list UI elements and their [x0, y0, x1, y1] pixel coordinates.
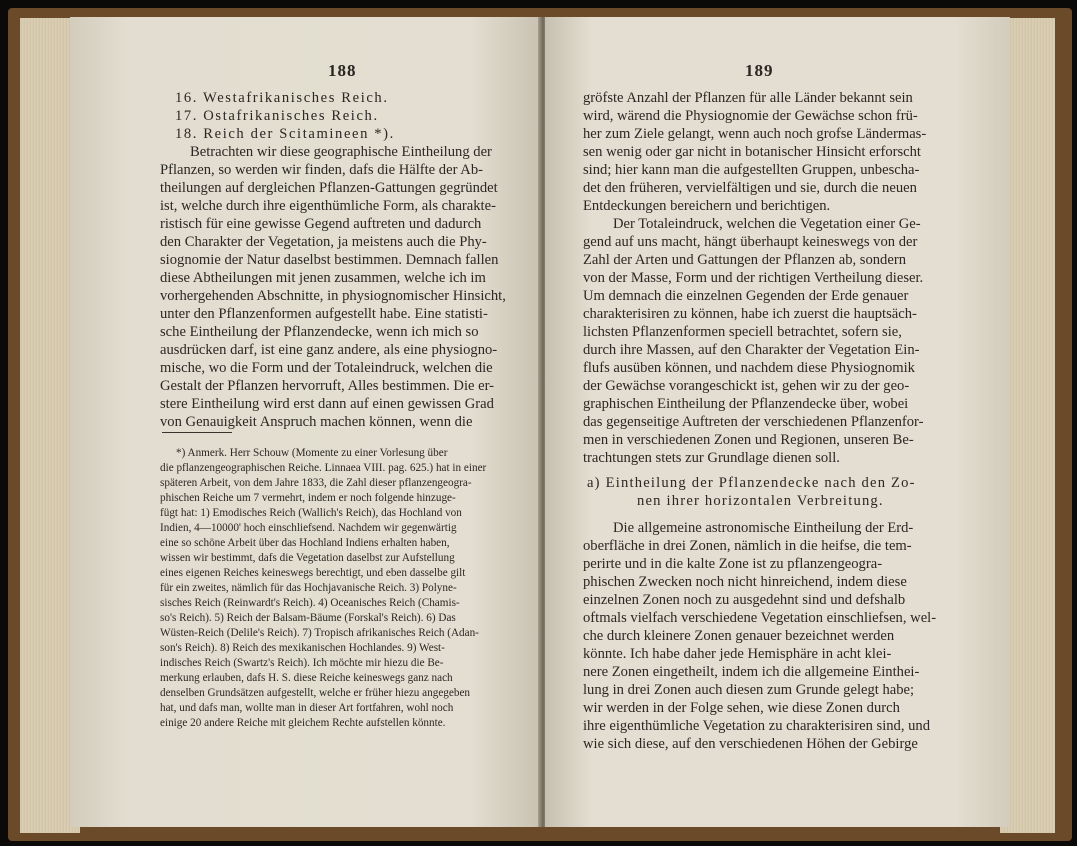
body-line: nere Zonen eingetheilt, indem ich die allgemeine Einthei- — [583, 664, 920, 680]
body-line: ihre eigenthümliche Vegetation zu charakterisiren sind, und — [583, 718, 931, 734]
footnote-line: *) Anmerk. Herr Schouw (Momente zu einer Vorlesung über — [176, 447, 448, 459]
body-line: phischen Zwecken noch nicht hinreichend, indem diese — [583, 574, 907, 590]
body-line: sche Eintheilung der Pflanzendecke, wenn ich mich so — [160, 324, 479, 340]
footnote-line: Wüsten-Reich (Delile's Reich). 7) Tropisch afrikanisches Reich (Adan- — [160, 627, 479, 639]
left-page — [70, 17, 540, 827]
body-line: Zahl der Arten und Gattungen der Pflanzen ab, sondern — [583, 252, 906, 268]
body-line: men in verschiedenen Zonen und Regionen, unseren Be- — [583, 432, 914, 448]
body-line: charakterisiren zu können, habe ich zuerst die hauptsäch- — [583, 306, 917, 322]
body-line: Um demnach die einzelnen Gegenden der Erde genauer — [583, 288, 909, 304]
body-line: durch ihre Massen, auf den Charakter der Vegetation Ein- — [583, 342, 920, 358]
footnote-line: für ein zweites, nämlich für das Hochjavanische Reich. 3) Polyne- — [160, 582, 457, 594]
body-line: siognomie der Natur daselbst bestimmen. Demnach fallen — [160, 252, 499, 268]
footnote-line: sisches Reich (Reinwardt's Reich). 4) Oceanisches Reich (Chamis- — [160, 597, 460, 609]
footnote-line: fügt hat: 1) Emodisches Reich (Wallich's Reich), das Hochland von — [160, 507, 462, 519]
body-line: Die allgemeine astronomische Eintheilung der Erd- — [613, 520, 914, 536]
footnote-line: die pflanzengeographischen Reiche. Linnaea VIII. pag. 625.) hat in einer — [160, 462, 487, 474]
footnote-line: Indien, 4—10000' hoch einschliefsend. Nachdem wir gegenwärtig — [160, 522, 457, 534]
body-line: Der Totaleindruck, welchen die Vegetation einer Ge- — [613, 216, 921, 232]
body-line: Pflanzen, so werden wir finden, dafs die Hälfte der Ab- — [160, 162, 483, 178]
list-item-18: 18. Reich der Scitamineen *). — [175, 126, 395, 142]
body-line: sen wenig oder gar nicht in botanischer Hinsicht erforscht — [583, 144, 921, 160]
footnote-line: einige 20 andere Reiche mit gleichem Rechte aufstellen könnte. — [160, 717, 446, 729]
footnote-line: eines eigenen Reiches keineswegs berechtigt, und eben dasselbe gilt — [160, 567, 466, 579]
body-line: ausdrücken darf, ist eine ganz andere, als eine physiogno- — [160, 342, 498, 358]
footnote-line: son's Reich). 8) Reich des mexikanischen Hochlandes. 9) West- — [160, 642, 445, 654]
body-line: Entdeckungen bereichern und berichtigen. — [583, 198, 831, 214]
body-line: Betrachten wir diese geographische Eintheilung der — [190, 144, 492, 160]
body-line: unter den Pflanzenformen aufgestellt habe. Eine statisti- — [160, 306, 488, 322]
body-line: her zum Ziele gelangt, wenn auch noch grofse Ländermas- — [583, 126, 927, 142]
body-line: sind; hier kann man die aufgestellten Gruppen, unbescha- — [583, 162, 920, 178]
body-line: Gestalt der Pflanzen hervorruft, Alles bestimmen. Die er- — [160, 378, 495, 394]
body-line: vorhergehenden Abschnitte, in physiognomischer Hinsicht, — [160, 288, 506, 304]
body-line: das gegenseitige Auftreten der verschiedenen Pflanzenfor- — [583, 414, 924, 430]
body-line: trachtungen stets zur Grundlage dienen soll. — [583, 450, 840, 466]
list-item-16: 16. Westafrikanisches Reich. — [175, 90, 389, 106]
body-line: theilungen auf dergleichen Pflanzen-Gattungen gegründet — [160, 180, 498, 196]
section-heading: a) Eintheilung der Pflanzendecke nach den Zo- — [587, 475, 916, 491]
footnote-line: so's Reich). 5) Reich der Balsam-Bäume (Forskal's Reich). 6) Das — [160, 612, 456, 624]
footnote-line: hat, und dafs man, wollte man in dieser Art fortfahren, wohl noch — [160, 702, 454, 714]
body-line: gröfste Anzahl der Pflanzen für alle Länder bekannt sein — [583, 90, 913, 106]
body-line: det den früheren, vervielfältigen und sie, durch die neuen — [583, 180, 917, 196]
body-line: könnte. Ich habe daher jede Hemisphäre in acht klei- — [583, 646, 892, 662]
body-line: ist, welche durch ihre eigenthümliche Form, als charakte- — [160, 198, 496, 214]
body-line: ristisch für eine gewisse Gegend auftreten und dadurch — [160, 216, 482, 232]
footnote-line: indisches Reich (Swartz's Reich). Ich möchte mir hiezu die Be- — [160, 657, 444, 669]
body-line: wie sich diese, auf den verschiedenen Höhen der Gebirge — [583, 736, 918, 752]
body-line: einzelnen Zonen noch zu ausgedehnt sind und defshalb — [583, 592, 906, 608]
footnote-line: denselben Grundsätzen aufgestellt, welche er früher hiezu angegeben — [160, 687, 470, 699]
body-line: von Genauigkeit Anspruch machen können, wenn die — [160, 414, 473, 430]
footnote-line: späteren Arbeit, von dem Jahre 1833, die Zahl dieser pflanzengeogra- — [160, 477, 472, 489]
footnote-rule — [162, 432, 232, 433]
body-line: stere Eintheilung wird erst dann auf einen gewissen Grad — [160, 396, 494, 412]
body-line: flufs ausüben können, und nachdem diese Physiognomik — [583, 360, 915, 376]
footnote-line: phischen Reiche um 7 vermehrt, indem er noch folgende hinzuge- — [160, 492, 456, 504]
body-line: perirte und in die kalte Zone ist zu pflanzengeogra- — [583, 556, 883, 572]
body-line: oftmals vielfach verschiedene Vegetation einschliefsen, wel- — [583, 610, 937, 626]
body-line: von der Masse, Form und der richtigen Vertheilung dieser. — [583, 270, 924, 286]
body-line: gend auf uns macht, hängt überhaupt keineswegs von der — [583, 234, 918, 250]
body-line: graphischen Eintheilung der Pflanzendecke über, wobei — [583, 396, 909, 412]
page-number-right: 189 — [745, 61, 774, 80]
body-line: lung in drei Zonen auch diesen zum Grunde gelegt habe; — [583, 682, 915, 698]
footnote-line: eine so schöne Arbeit über das Hochland Indiens erhalten haben, — [160, 537, 450, 549]
section-heading: nen ihrer horizontalen Verbreitung. — [637, 493, 884, 509]
body-line: che durch kleinere Zonen genauer bezeichnet werden — [583, 628, 895, 644]
body-line: den Charakter der Vegetation, ja meistens auch die Phy- — [160, 234, 487, 250]
body-line: mische, wo die Form und der Totaleindruck, welchen die — [160, 360, 493, 376]
list-item-17: 17. Ostafrikanisches Reich. — [175, 108, 379, 124]
body-line: oberfläche in drei Zonen, nämlich in die heifse, die tem- — [583, 538, 912, 554]
page-number-left: 188 — [328, 61, 357, 80]
footnote-line: wissen wir bestimmt, dafs die Vegetation daselbst zur Aufstellung — [160, 552, 455, 564]
body-line: diese Abtheilungen mit jenen zusammen, welche ich im — [160, 270, 486, 286]
body-line: wird, wärend die Physiognomie der Gewächse schon frü- — [583, 108, 918, 124]
body-line: lichsten Pflanzenformen speciell betrachtet, sofern sie, — [583, 324, 902, 340]
footnote-line: merkung erlauben, dafs H. S. diese Reiche keineswegs ganz nach — [160, 672, 453, 684]
body-line: wir werden in der Folge sehen, wie diese Zonen durch — [583, 700, 900, 716]
right-page — [545, 17, 1010, 827]
body-line: der Gewächse vorangeschickt ist, gehen wir zu der geo- — [583, 378, 910, 394]
